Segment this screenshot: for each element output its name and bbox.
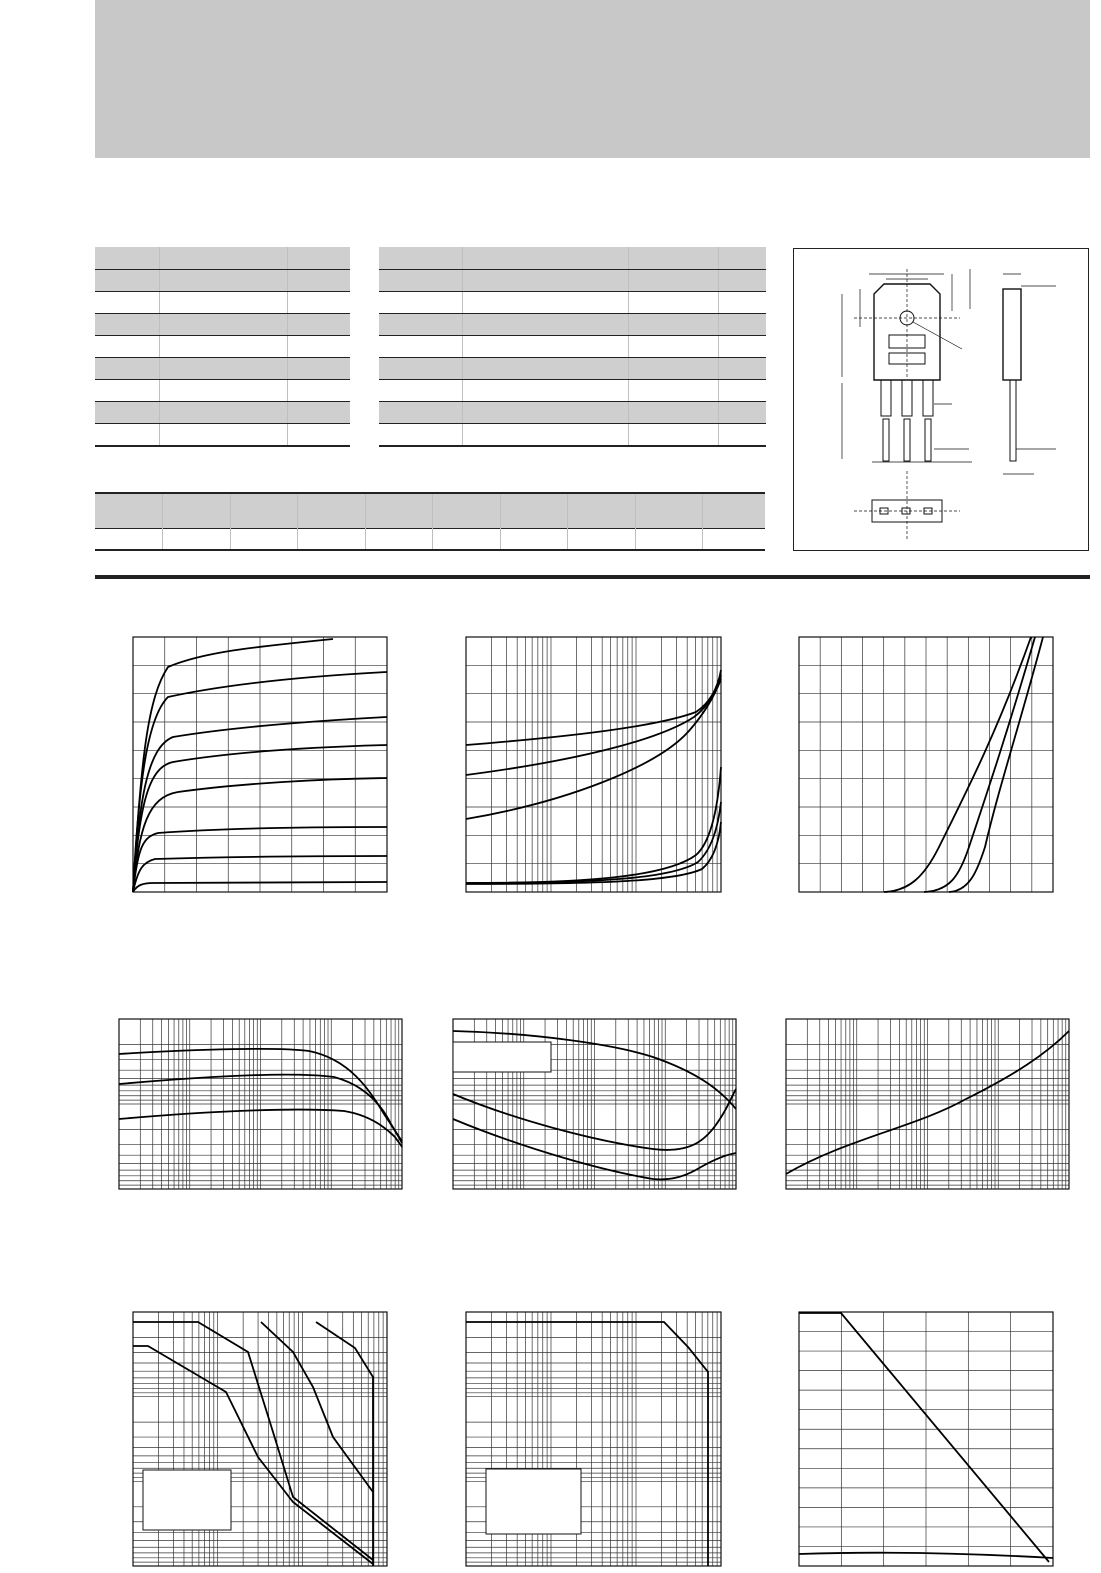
hfe-rank-table	[95, 492, 765, 551]
table-row	[379, 358, 766, 380]
package-outline	[793, 248, 1089, 551]
table-row	[379, 402, 766, 424]
chart-curve	[316, 1322, 373, 1566]
legend-box	[486, 1469, 581, 1534]
chart-curve	[133, 639, 333, 892]
table-row	[95, 292, 350, 314]
table-row	[95, 270, 350, 292]
chart-grid	[466, 637, 721, 892]
table-row	[379, 336, 766, 358]
table-row	[379, 380, 766, 402]
chart-curve	[261, 1322, 373, 1492]
section-divider	[95, 575, 1090, 579]
chart-grid	[133, 637, 387, 892]
table-row	[95, 529, 765, 551]
chart-curve	[466, 670, 721, 745]
chart-1	[133, 637, 387, 892]
ratings-table	[95, 247, 350, 447]
chart-curve	[466, 675, 721, 775]
chart-curve	[799, 1313, 1049, 1562]
chart-curve	[466, 767, 721, 883]
table-row	[95, 336, 350, 358]
chart-grid	[786, 1019, 1069, 1189]
chart-grid	[119, 1019, 402, 1189]
legend-box	[143, 1470, 231, 1530]
chart-frame	[466, 637, 721, 892]
table-row	[95, 493, 765, 529]
chart-5	[453, 1019, 736, 1189]
table-row	[379, 247, 766, 270]
table-row	[379, 424, 766, 447]
table-row	[95, 402, 350, 424]
table-row	[95, 424, 350, 447]
legend-box	[453, 1042, 551, 1072]
table-row	[95, 247, 350, 270]
table-row	[95, 358, 350, 380]
chart-8	[466, 1312, 721, 1566]
chart-6	[786, 1019, 1069, 1189]
chart-7	[133, 1312, 387, 1566]
chart-curve	[466, 802, 721, 883]
chart-curve	[884, 637, 1031, 892]
chart-9	[799, 1312, 1053, 1566]
chart-grid	[799, 1312, 1053, 1566]
table-row	[379, 270, 766, 292]
characteristics-table	[379, 247, 766, 447]
chart-4	[119, 1019, 402, 1189]
table-row	[379, 314, 766, 336]
package-drawing	[794, 249, 1088, 550]
table-row	[95, 380, 350, 402]
chart-2	[466, 637, 721, 892]
chart-3	[799, 637, 1053, 892]
table-row	[95, 314, 350, 336]
header-band	[95, 0, 1090, 158]
chart-grid	[799, 637, 1053, 892]
table-row	[379, 292, 766, 314]
chart-curve	[466, 822, 721, 884]
chart-curve	[466, 679, 721, 819]
